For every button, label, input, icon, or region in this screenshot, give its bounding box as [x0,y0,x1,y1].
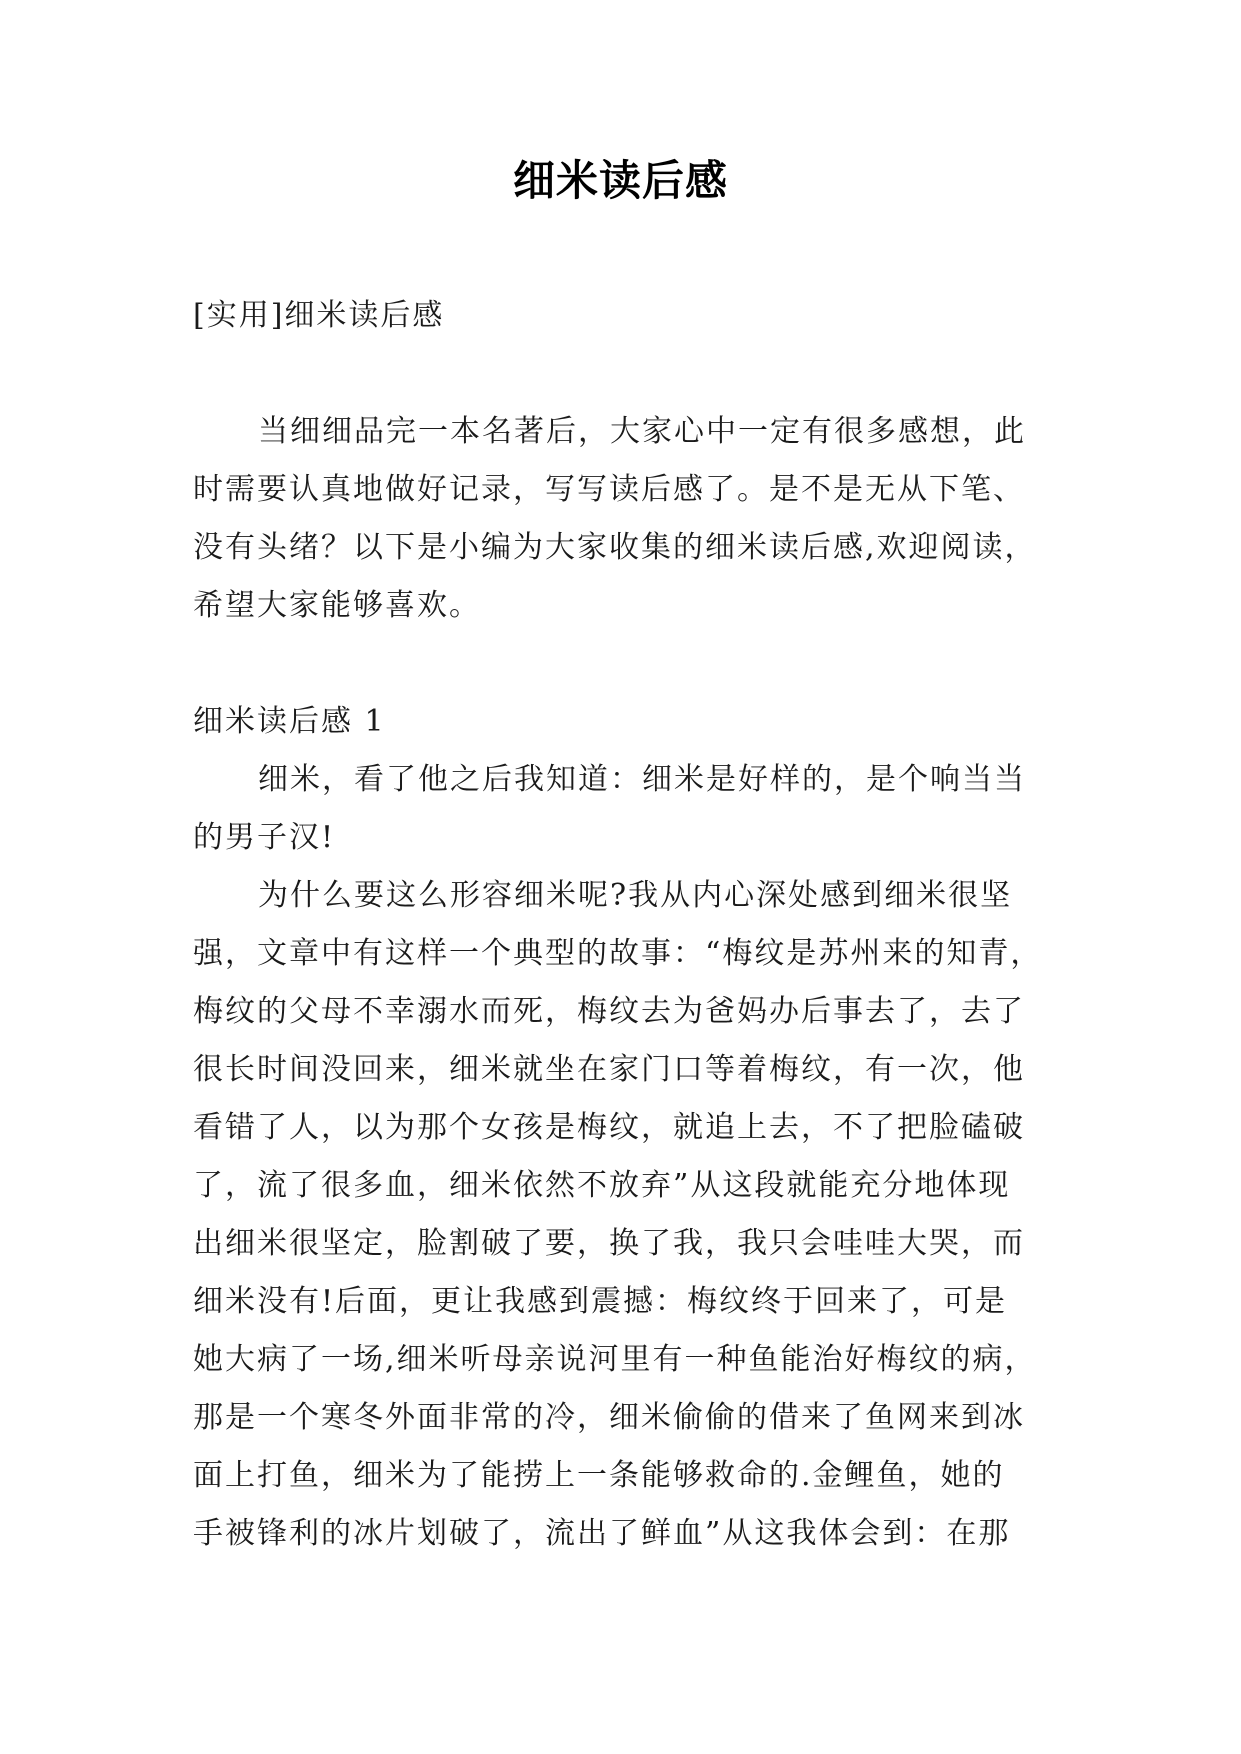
paragraph-line: 为什么要这么形容细米呢?我从内心深处感到细米很坚 [258,878,1013,913]
paragraph-line: 她大病了一场,细米听母亲说河里有一种鱼能治好梅纹的病， [193,1342,1037,1377]
intro-line: 当细细品完一本名著后，大家心中一定有很多感想，此 [258,414,1026,449]
paragraph-line: 看错了人，以为那个女孩是梅纹，就追上去，不了把脸磕破 [193,1110,1025,1145]
paragraph-line: 的男子汉! [193,820,336,855]
paragraph-line: 梅纹的父母不幸溺水而死，梅纹去为爸妈办后事去了，去了 [193,994,1025,1029]
section-heading: 细米读后感 1 [193,704,386,739]
paragraph-line: 强，文章中有这样一个典型的故事：“梅纹是苏州来的知青， [193,936,1043,971]
paragraph-line: 出细米很坚定，脸割破了要，换了我，我只会哇哇大哭，而 [193,1226,1025,1261]
paragraph-line: 那是一个寒冬外面非常的冷，细米偷偷的借来了鱼网来到冰 [193,1400,1025,1435]
paragraph-line: 了，流了很多血，细米依然不放弃”从这段就能充分地体现 [193,1168,1011,1203]
paragraph-line: 手被锋利的冰片划破了，流出了鲜血”从这我体会到：在那 [193,1516,1011,1551]
paragraph-line: 细米没有!后面，更让我感到震撼：梅纹终于回来了，可是 [193,1284,1008,1319]
intro-line: 时需要认真地做好记录，写写读后感了。是不是无从下笔、 [193,472,1025,507]
document-subtitle: [实用]细米读后感 [193,298,445,333]
document-title: 细米读后感 [512,156,728,205]
paragraph-line: 细米，看了他之后我知道：细米是好样的，是个响当当 [258,762,1026,797]
intro-line: 没有头绪？以下是小编为大家收集的细米读后感,欢迎阅读， [193,530,1037,565]
paragraph-line: 面上打鱼，细米为了能捞上一条能够救命的.金鲤鱼，她的 [193,1458,1005,1493]
paragraph-line: 很长时间没回来，细米就坐在家门口等着梅纹，有一次，他 [193,1052,1025,1087]
intro-line: 希望大家能够喜欢。 [193,588,481,623]
